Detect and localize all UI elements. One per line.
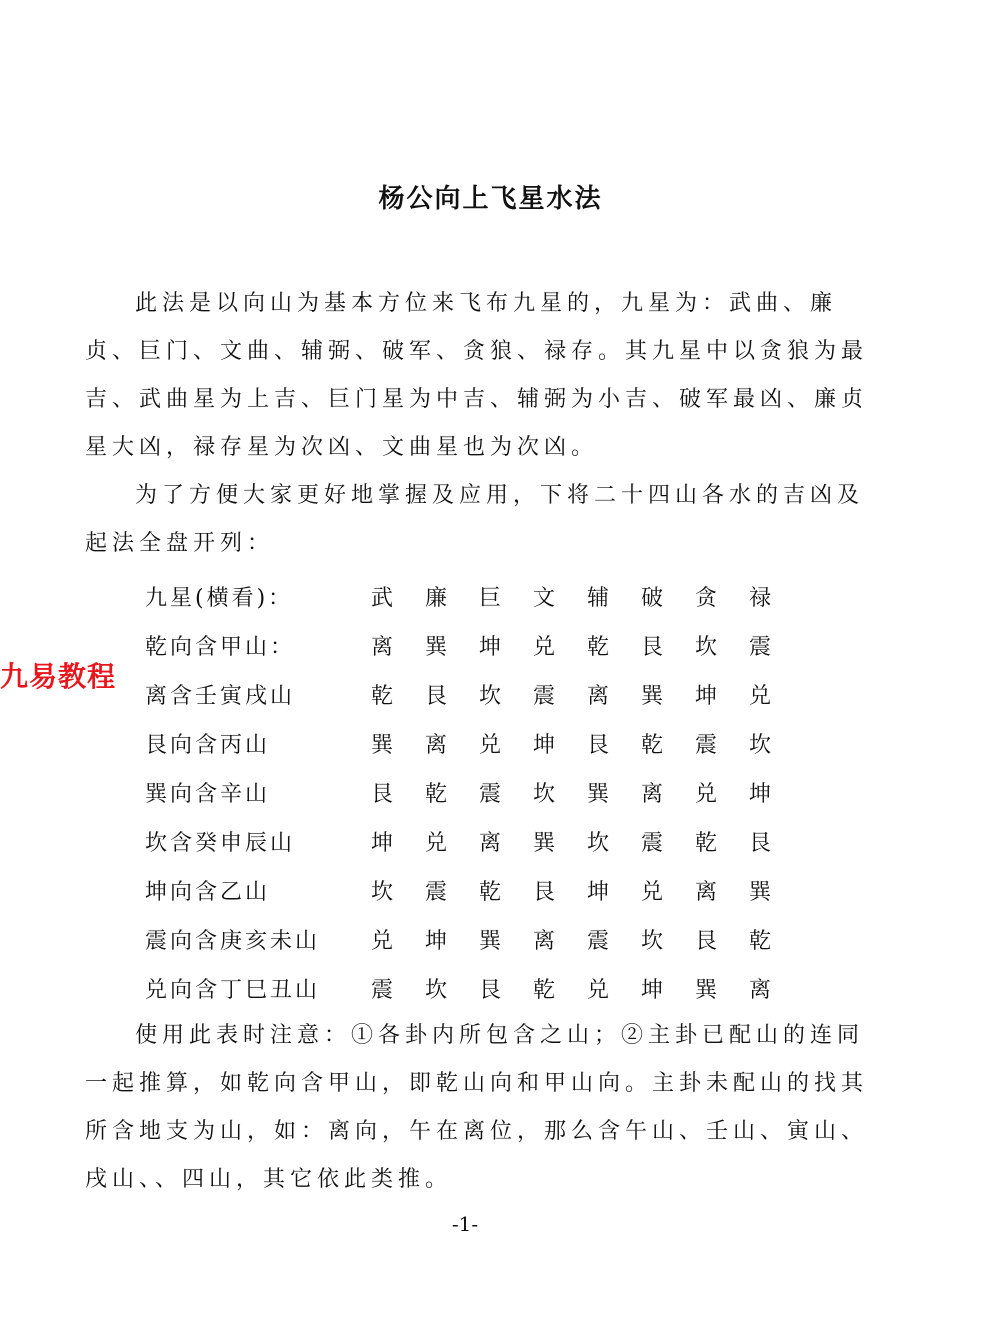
table-cell: 艮: [424, 684, 447, 709]
table-cell: 坎: [424, 978, 447, 1003]
table-cell: 乾: [748, 929, 771, 954]
table-cell: 坎: [532, 782, 555, 807]
table-cell: 艮: [370, 782, 393, 807]
table-cell: 震: [424, 880, 447, 905]
table-cell: 坤: [424, 929, 447, 954]
table-cell: 震: [478, 782, 501, 807]
table-cell: 乾: [532, 978, 555, 1003]
table-cell: 兑: [748, 684, 771, 709]
table-cell: 乾: [424, 782, 447, 807]
table-cell: 震: [640, 831, 663, 856]
table-row-label: 坤向含乙山: [145, 880, 271, 905]
table-cell: 乾: [694, 831, 717, 856]
table-header-cell: 破: [640, 586, 663, 611]
table-cell: 坤: [694, 684, 717, 709]
table-cell: 艮: [640, 635, 663, 660]
table-row-label: 离含壬寅戌山: [145, 684, 296, 709]
table-cell: 离: [370, 635, 393, 660]
table-header-cell: 禄: [748, 586, 771, 611]
table-cell: 坎: [586, 831, 609, 856]
table-cell: 巽: [694, 978, 717, 1003]
table-cell: 震: [586, 929, 609, 954]
table-cell: 兑: [370, 929, 393, 954]
table-cell: 坎: [640, 929, 663, 954]
table-row-label: 坎含癸申辰山: [145, 831, 296, 856]
table-header-label: 九星(横看)：: [145, 586, 294, 611]
table-row: [145, 817, 787, 866]
table-header-cell: 贪: [694, 586, 717, 611]
table-cell: 兑: [694, 782, 717, 807]
table-cell: 艮: [532, 880, 555, 905]
table-cell: 坤: [748, 782, 771, 807]
table-cell: 离: [478, 831, 501, 856]
table-row: [145, 670, 787, 719]
table-header-cell: 廉: [424, 586, 447, 611]
table-cell: 乾: [586, 635, 609, 660]
table-row: [145, 964, 787, 1013]
page-title: 杨公向上飞星水法: [378, 184, 603, 214]
table-cell: 巽: [478, 929, 501, 954]
table-header-cell: 巨: [478, 586, 501, 611]
table-cell: 乾: [370, 684, 393, 709]
table-row: [145, 719, 787, 768]
table-cell: 坤: [370, 831, 393, 856]
table-cell: 离: [694, 880, 717, 905]
table-cell: 巽: [370, 733, 393, 758]
table-header-cell: 辅: [586, 586, 609, 611]
table-cell: 兑: [640, 880, 663, 905]
table-cell: 艮: [748, 831, 771, 856]
table-cell: 巽: [424, 635, 447, 660]
table-cell: 震: [532, 684, 555, 709]
table-cell: 巽: [532, 831, 555, 856]
table-cell: 巽: [748, 880, 771, 905]
table-cell: 艮: [586, 733, 609, 758]
table-cell: 震: [748, 635, 771, 660]
table-header-cell: 文: [532, 586, 555, 611]
table-cell: 震: [694, 733, 717, 758]
table-header-cell: 武: [370, 586, 393, 611]
table-header-row: [145, 572, 787, 621]
table-row: [145, 768, 787, 817]
table-cell: 离: [640, 782, 663, 807]
table-cell: 兑: [586, 978, 609, 1003]
table-row-label: 兑向含丁巳丑山: [145, 978, 321, 1003]
table-cell: 乾: [640, 733, 663, 758]
table-cell: 巽: [586, 782, 609, 807]
table-row: [145, 866, 787, 915]
table-row-label: 震向含庚亥未山: [145, 929, 321, 954]
table-cell: 坎: [370, 880, 393, 905]
table-cell: 震: [370, 978, 393, 1003]
table-cell: 坎: [694, 635, 717, 660]
table-cell: 坤: [478, 635, 501, 660]
table-row: [145, 915, 787, 964]
table-row-label: 巽向含辛山: [145, 782, 271, 807]
paragraph-table-intro: 为了方便大家更好地掌握及应用，下将二十四山各水的吉凶及起法全盘开列：: [85, 483, 865, 556]
page-number: -1-: [451, 1212, 479, 1236]
table-cell: 兑: [424, 831, 447, 856]
table-row-label: 艮向含丙山: [145, 733, 271, 758]
table-cell: 坤: [532, 733, 555, 758]
watermark-text: 九易教程: [0, 660, 117, 693]
table-row-label: 乾向含甲山：: [145, 635, 296, 660]
table-cell: 艮: [694, 929, 717, 954]
table-cell: 坎: [478, 684, 501, 709]
table-cell: 离: [424, 733, 447, 758]
table-cell: 离: [748, 978, 771, 1003]
paragraph-usage-note: 使用此表时注意：①各卦内所包含之山；②主卦已配山的连同一起推算，如乾向含甲山，即乾山向和甲山向。主卦未配山的找其所含地支为山，如：离向，午在离位，那么含午山、壬山、寅山、戌山、、四山，其它依此类推。: [85, 1023, 869, 1192]
table-cell: 艮: [478, 978, 501, 1003]
table-cell: 坎: [748, 733, 771, 758]
table-row: [145, 621, 787, 670]
table-cell: 巽: [640, 684, 663, 709]
table-cell: 兑: [532, 635, 555, 660]
table-cell: 坤: [640, 978, 663, 1003]
table-cell: 兑: [478, 733, 501, 758]
table-cell: 乾: [478, 880, 501, 905]
star-table: [145, 572, 787, 1013]
table-cell: 离: [532, 929, 555, 954]
table-cell: 坤: [586, 880, 609, 905]
table-cell: 离: [586, 684, 609, 709]
paragraph-intro: 此法是以向山为基本方位来飞布九星的，九星为：武曲、廉贞、巨门、文曲、辅弼、破军、贪狼、禄存。其九星中以贪狼为最吉、武曲星为上吉、巨门星为中吉、辅弼为小吉、破军最凶、廉贞星大凶，禄存星为次凶、文曲星也为次凶。: [85, 291, 869, 460]
